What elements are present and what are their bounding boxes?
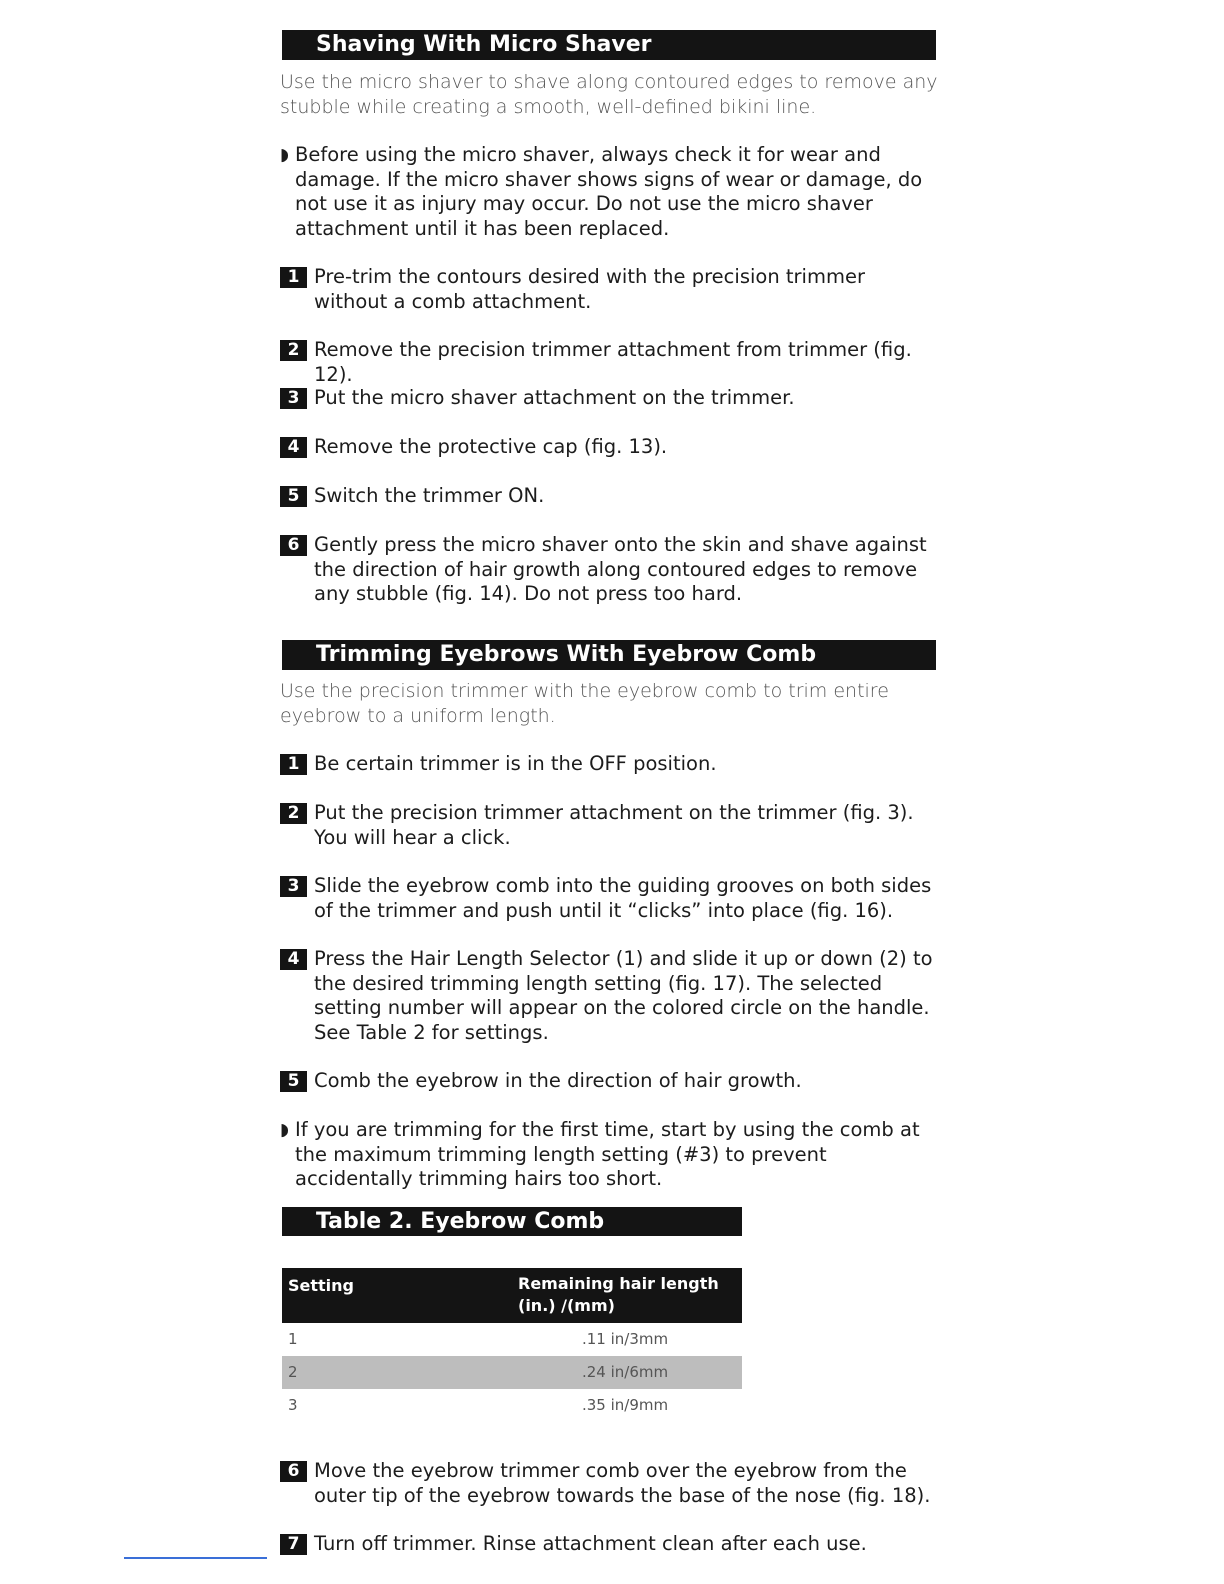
- tip-note: [280, 1118, 940, 1192]
- table-row: [282, 1389, 742, 1422]
- cell-length: .24 in/6mm: [582, 1363, 669, 1381]
- step-item: [280, 265, 940, 314]
- header-length-line2: (in.) /(mm): [518, 1296, 615, 1315]
- step-text: Put the micro shaver attachment on the trimmer.: [314, 386, 795, 409]
- step-number: 5: [280, 486, 307, 507]
- step-item: [280, 947, 940, 1045]
- step-item: [280, 386, 940, 411]
- cell-setting: 3: [288, 1396, 298, 1414]
- table-title: Table 2. Eyebrow Comb: [282, 1207, 742, 1236]
- step-item: [280, 752, 940, 777]
- step-number: 3: [280, 388, 307, 409]
- section-heading-eyebrow-comb: Trimming Eyebrows With Eyebrow Comb: [282, 640, 936, 670]
- step-number: 5: [280, 1071, 307, 1092]
- step-number: 2: [280, 340, 307, 361]
- note-text: If you are trimming for the first time, start by using the comb at the maximum trimming length setting (#3) to prevent accidentally trimming hairs too short.: [295, 1118, 920, 1190]
- section-intro: Use the precision trimmer with the eyebrow comb to trim entire eyebrow to a uniform length.: [280, 680, 889, 727]
- note-text: Before using the micro shaver, always check it for wear and damage. If the micro shaver shows signs of wear or damage, do not use it as injury may occur. Do not use the micro shaver attachment until it has been replaced.: [295, 143, 923, 240]
- section-heading-micro-shaver: Shaving With Micro Shaver: [282, 30, 936, 60]
- step-text: Remove the protective cap (fig. 13).: [314, 435, 668, 458]
- table-header: [282, 1268, 742, 1323]
- step-item: [280, 435, 940, 460]
- step-number: 6: [280, 1461, 307, 1482]
- bullet-icon: ◗: [280, 145, 289, 165]
- step-text: Be certain trimmer is in the OFF position.: [314, 752, 717, 775]
- cell-setting: 1: [288, 1330, 298, 1348]
- step-item: [280, 338, 940, 387]
- step-text: Switch the trimmer ON.: [314, 484, 545, 507]
- bullet-icon: ◗: [280, 1120, 289, 1140]
- caution-note: [280, 143, 940, 241]
- step-number: 4: [280, 949, 307, 970]
- step-item: [280, 874, 940, 923]
- step-text: Slide the eyebrow comb into the guiding grooves on both sides of the trimmer and push until it “clicks” into place (fig. 16).: [314, 874, 932, 922]
- step-item: [280, 801, 940, 850]
- divider-line: [124, 1557, 267, 1559]
- step-number: 4: [280, 437, 307, 458]
- step-item: [280, 1459, 940, 1508]
- header-length: [518, 1273, 719, 1317]
- header-length-line1: Remaining hair length: [518, 1274, 719, 1293]
- cell-length: .11 in/3mm: [582, 1330, 669, 1348]
- step-text: Turn off trimmer. Rinse attachment clean after each use.: [314, 1532, 867, 1555]
- step-text: Remove the precision trimmer attachment from trimmer (fig. 12).: [314, 338, 912, 386]
- step-number: 2: [280, 803, 307, 824]
- step-item: [280, 1532, 940, 1557]
- step-item: [280, 1069, 940, 1094]
- table-row: [282, 1356, 742, 1389]
- step-text: Press the Hair Length Selector (1) and slide it up or down (2) to the desired trimming length setting (fig. 17). The selected setting number will appear on the colored circle on the handle. See Table 2 for settings.: [314, 947, 933, 1044]
- step-item: [280, 533, 940, 607]
- step-text: Comb the eyebrow in the direction of hair growth.: [314, 1069, 802, 1092]
- step-number: 3: [280, 876, 307, 897]
- step-number: 6: [280, 535, 307, 556]
- step-number: 1: [280, 754, 307, 775]
- step-number: 7: [280, 1534, 307, 1555]
- cell-setting: 2: [288, 1363, 298, 1381]
- step-item: [280, 484, 940, 509]
- section-intro: Use the micro shaver to shave along contoured edges to remove any stubble while creating a smooth, well-defined bikini line.: [280, 71, 938, 118]
- step-text: Move the eyebrow trimmer comb over the eyebrow from the outer tip of the eyebrow towards the base of the nose (fig. 18).: [314, 1459, 931, 1507]
- step-number: 1: [280, 267, 307, 288]
- settings-table: [282, 1268, 742, 1422]
- header-setting: Setting: [288, 1276, 354, 1295]
- cell-length: .35 in/9mm: [582, 1396, 669, 1414]
- step-text: Pre-trim the contours desired with the precision trimmer without a comb attachment.: [314, 265, 865, 313]
- table-row: [282, 1323, 742, 1356]
- step-text: Gently press the micro shaver onto the skin and shave against the direction of hair growth along contoured edges to remove any stubble (fig. 14). Do not press too hard.: [314, 533, 927, 605]
- step-text: Put the precision trimmer attachment on the trimmer (fig. 3). You will hear a click.: [314, 801, 914, 849]
